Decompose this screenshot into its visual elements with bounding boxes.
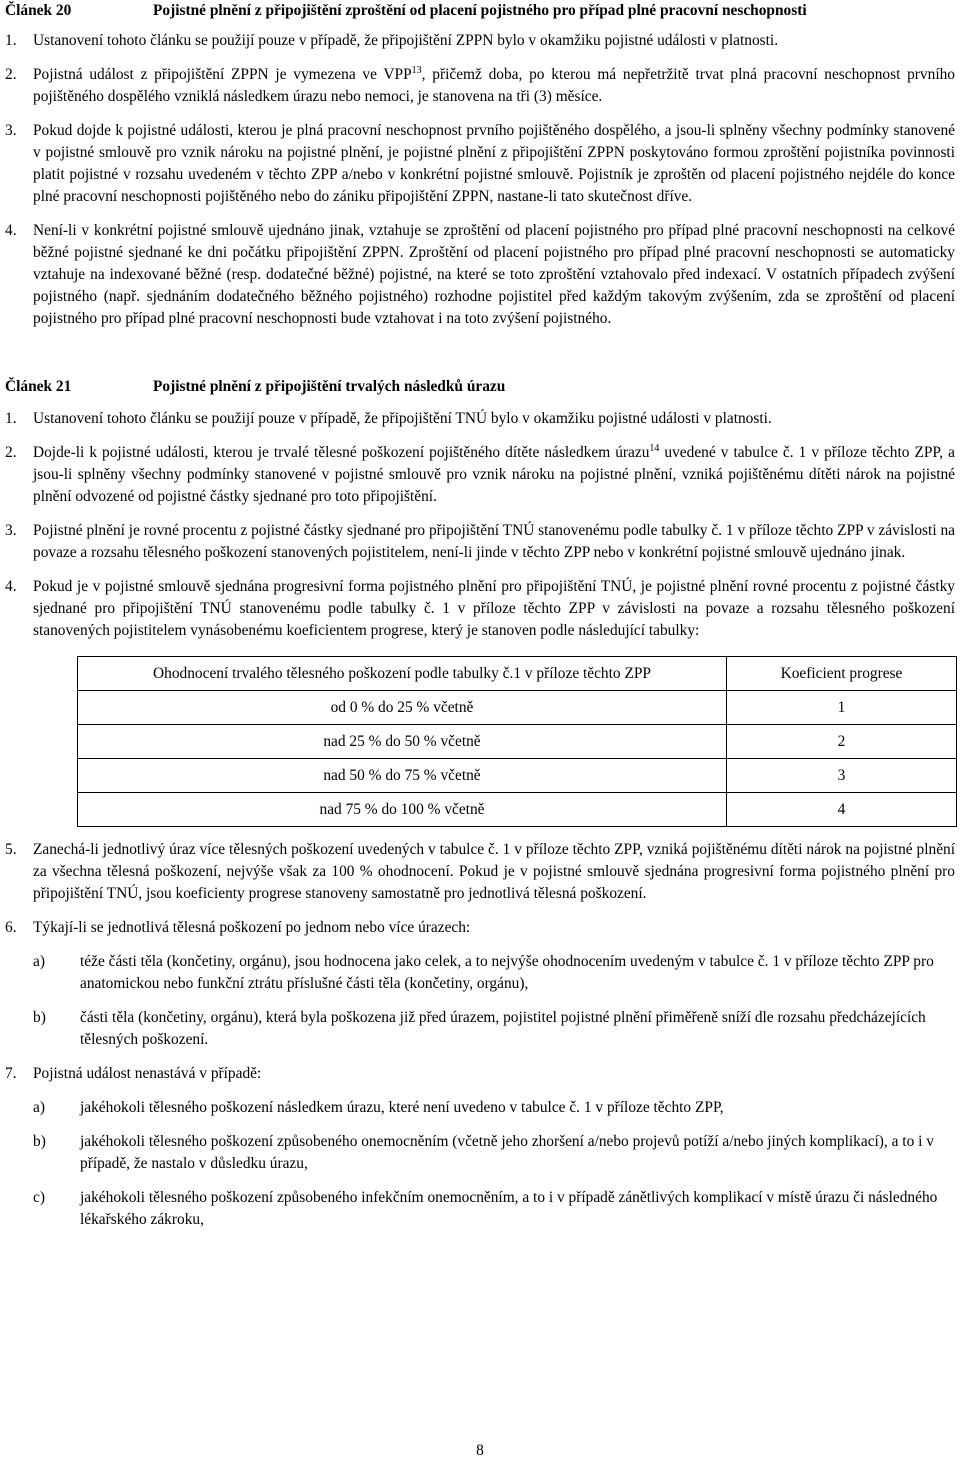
paragraph [5, 120, 955, 208]
article-title: Pojistné plnění z připojištění zproštění od placení pojistného pro případ plné pracovní neschopnosti [153, 2, 807, 19]
list-item-letter: c) [33, 1189, 45, 1206]
paragraph-text: Není-li v konkrétní pojistné smlouvě ujednáno jinak, vztahuje se zproštění od placení pojistného pro případ plné pracovní neschopnosti na celkové běžné pojistné sjednané ke dni počátku připojištění ZPPN. Zproštění od placení pojistného pro případ plné pracovní neschopnosti se automaticky vztahuje na indexované běžné (resp. dodatečné běžné) pojistné, na které se toto zproštění vztahovalo před indexací. V ostatních případech zvýšení pojistného (např. sjednáním dodatečného běžného pojistného) rozhodne pojistitel před každým takovým zvýšením, zda se zproštění od placení pojistného pro případ plné pracovní neschopnosti bude vztahovat i na toto zvýšení pojistného. [33, 222, 955, 327]
paragraph [5, 220, 955, 330]
paragraph-number: 3. [5, 122, 17, 139]
article-21-heading [5, 376, 955, 398]
article-title: Pojistné plnění z připojištění trvalých následků úrazu [153, 378, 506, 395]
paragraph-number: 4. [5, 578, 17, 595]
list-item [33, 1131, 955, 1175]
paragraph [5, 30, 955, 52]
paragraph-text: Pojistné plnění je rovné procentu z pojistné částky sjednané pro připojištění TNÚ stanovenému podle tabulky č. 1 v příloze těchto ZPP v závislosti na povaze a rozsahu tělesného poškození stanovených pojistitelem, není-li jinde v těchto ZPP nebo v konkrétní pojistné smlouvě ujednáno jinak. [33, 522, 955, 561]
table-row [78, 759, 957, 793]
table-row [78, 793, 957, 827]
paragraph [5, 408, 955, 430]
table-row [78, 725, 957, 759]
list-item-letter: b) [33, 1133, 46, 1150]
table-cell: 4 [727, 793, 957, 827]
list-item-letter: a) [33, 1099, 45, 1116]
paragraph-number: 4. [5, 222, 17, 239]
footnote-ref: 13 [411, 65, 422, 76]
paragraph [5, 576, 955, 642]
paragraph [5, 520, 955, 564]
paragraph-text-part: Pojistná událost z připojištění ZPPN je vymezena ve VPP [33, 66, 412, 83]
table-cell: 3 [727, 759, 957, 793]
table-header-row [78, 657, 957, 691]
paragraph-number: 3. [5, 522, 17, 539]
page-number: 8 [476, 1442, 484, 1459]
paragraph-text: Pojistná událost nenastává v případě: [33, 1065, 262, 1082]
paragraph [5, 442, 955, 508]
paragraph-number: 1. [5, 32, 17, 49]
article-number: Článek 21 [5, 378, 72, 395]
paragraph-text: Ustanovení tohoto článku se použijí pouze v případě, že připojištění ZPPN bylo v okamžiku pojistné události v platnosti. [33, 32, 779, 49]
list-item [33, 1187, 955, 1231]
paragraph-number: 6. [5, 919, 17, 936]
paragraph [5, 1063, 955, 1085]
table-cell: 2 [727, 725, 957, 759]
paragraph-text: Týkají-li se jednotlivá tělesná poškození po jednom nebo více úrazech: [33, 919, 471, 936]
list-item-letter: a) [33, 953, 45, 970]
article-number: Článek 20 [5, 2, 72, 19]
list-item-text: části těla (končetiny, orgánu), která byla poškozena již před úrazem, pojistitel pojistné plnění přiměřeně sníží dle rozsahu předcházejících tělesných poškození. [80, 1009, 926, 1048]
table-header-cell: Ohodnocení trvalého tělesného poškození podle tabulky č.1 v příloze těchto ZPP [78, 657, 727, 691]
paragraph-text: Zanechá-li jednotlivý úraz více tělesných poškození uvedených v tabulce č. 1 v příloze těchto ZPP, vzniká pojištěnému dítěti nárok na pojistné plnění za všechna tělesná poškození, nejvýše však za 100 % ohodnocení. Pokud je v pojistné smlouvě sjednána progresivní forma pojistného plnění pro připojištění TNÚ, jsou koeficienty progrese stanoveny samostatně pro jednotlivá tělesná poškození. [33, 841, 955, 902]
paragraph-text: Pokud dojde k pojistné události, kterou je plná pracovní neschopnost prvního pojištěného dospělého, a jsou-li splněny všechny podmínky stanovené v pojistné smlouvě pro vznik nároku na pojistné plnění, je pojistné plnění z připojištění ZPPN poskytováno formou zproštění pojistníka povinnosti platit pojistné v rozsahu uvedeném v těchto ZPP a/nebo v konkrétní pojistné smlouvě. Pojistník je zproštěn od placení pojistného nejdéle do konce plné pracovní neschopnosti pojištěného nebo do zániku připojištění ZPPN, nastane-li tato skutečnost dříve. [33, 122, 955, 205]
document-page [5, 0, 955, 1243]
table-row [78, 691, 957, 725]
paragraph-text [33, 442, 955, 508]
list-item-text: jakéhokoli tělesného poškození způsobeného infekčním onemocněním, a to i v případě zánětlivých komplikací v místě úrazu či následného lékařského zákroku, [80, 1189, 938, 1228]
progression-table [77, 656, 957, 827]
paragraph-text-part: uvedené v tabulce č. 1 v příloze těchto ZPP, a jsou-li splněny všechny podmínky stanovené v pojistné smlouvě pro vznik nároku na pojistné plnění, vzniká pojištěnému dítěti nárok na pojistné plnění odvozené od pojistné částky sjednané pro toto připojištění. [33, 444, 955, 505]
paragraph [5, 64, 955, 108]
list-item-text: jakéhokoli tělesného poškození následkem úrazu, které není uvedeno v tabulce č. 1 v příloze těchto ZPP, [80, 1099, 724, 1116]
list-item [33, 1007, 955, 1051]
paragraph [5, 917, 955, 939]
list-item-letter: b) [33, 1009, 46, 1026]
paragraph-number: 5. [5, 841, 17, 858]
table-cell: nad 50 % do 75 % včetně [78, 759, 727, 793]
paragraph-text: Pokud je v pojistné smlouvě sjednána progresivní forma pojistného plnění pro připojištění TNÚ, je pojistné plnění rovné procentu z pojistné částky sjednané pro připojištění TNÚ stanovenému podle tabulky č. 1 v příloze těchto ZPP v závislosti na povaze a rozsahu tělesného poškození stanovených pojistitelem vynásobenému koeficientem progrese, který je stanoven podle následující tabulky: [33, 578, 955, 639]
list-item-text: jakéhokoli tělesného poškození způsobeného onemocněním (včetně jeho zhoršení a/nebo projevů potíží a/nebo jiných komplikací), a to i v případě, že nastalo v důsledku úrazu, [80, 1133, 934, 1172]
paragraph-text [33, 64, 955, 108]
paragraph-number: 1. [5, 410, 17, 427]
paragraph-text-part: , přičemž doba, po kterou má nepřetržitě trvat plná pracovní neschopnost prvního pojištěného dospělého vzniklá následkem úrazu nebo nemoci, je stanovena na tři (3) měsíce. [33, 66, 955, 105]
paragraph-number: 2. [5, 66, 17, 83]
table-cell: od 0 % do 25 % včetně [78, 691, 727, 725]
table-cell: nad 75 % do 100 % včetně [78, 793, 727, 827]
paragraph-text-part: Dojde-li k pojistné události, kterou je trvalé tělesné poškození pojištěného dítěte následkem úrazu [33, 444, 650, 461]
footnote-ref: 14 [649, 443, 660, 454]
article-20-heading [5, 0, 955, 22]
table-cell: 1 [727, 691, 957, 725]
table-header-cell: Koeficient progrese [727, 657, 957, 691]
list-item [33, 951, 955, 995]
table-cell: nad 25 % do 50 % včetně [78, 725, 727, 759]
list-item-text: téže části těla (končetiny, orgánu), jsou hodnocena jako celek, a to nejvýše ohodnocením uvedeným v tabulce č. 1 v příloze těchto ZPP pro anatomickou nebo funkční ztrátu příslušné části těla (končetiny, orgánu), [80, 953, 934, 992]
paragraph-text: Ustanovení tohoto článku se použijí pouze v případě, že připojištění TNÚ bylo v okamžiku pojistné události v platnosti. [33, 410, 772, 427]
paragraph [5, 839, 955, 905]
paragraph-number: 7. [5, 1065, 17, 1082]
paragraph-number: 2. [5, 444, 17, 461]
list-item [33, 1097, 955, 1119]
